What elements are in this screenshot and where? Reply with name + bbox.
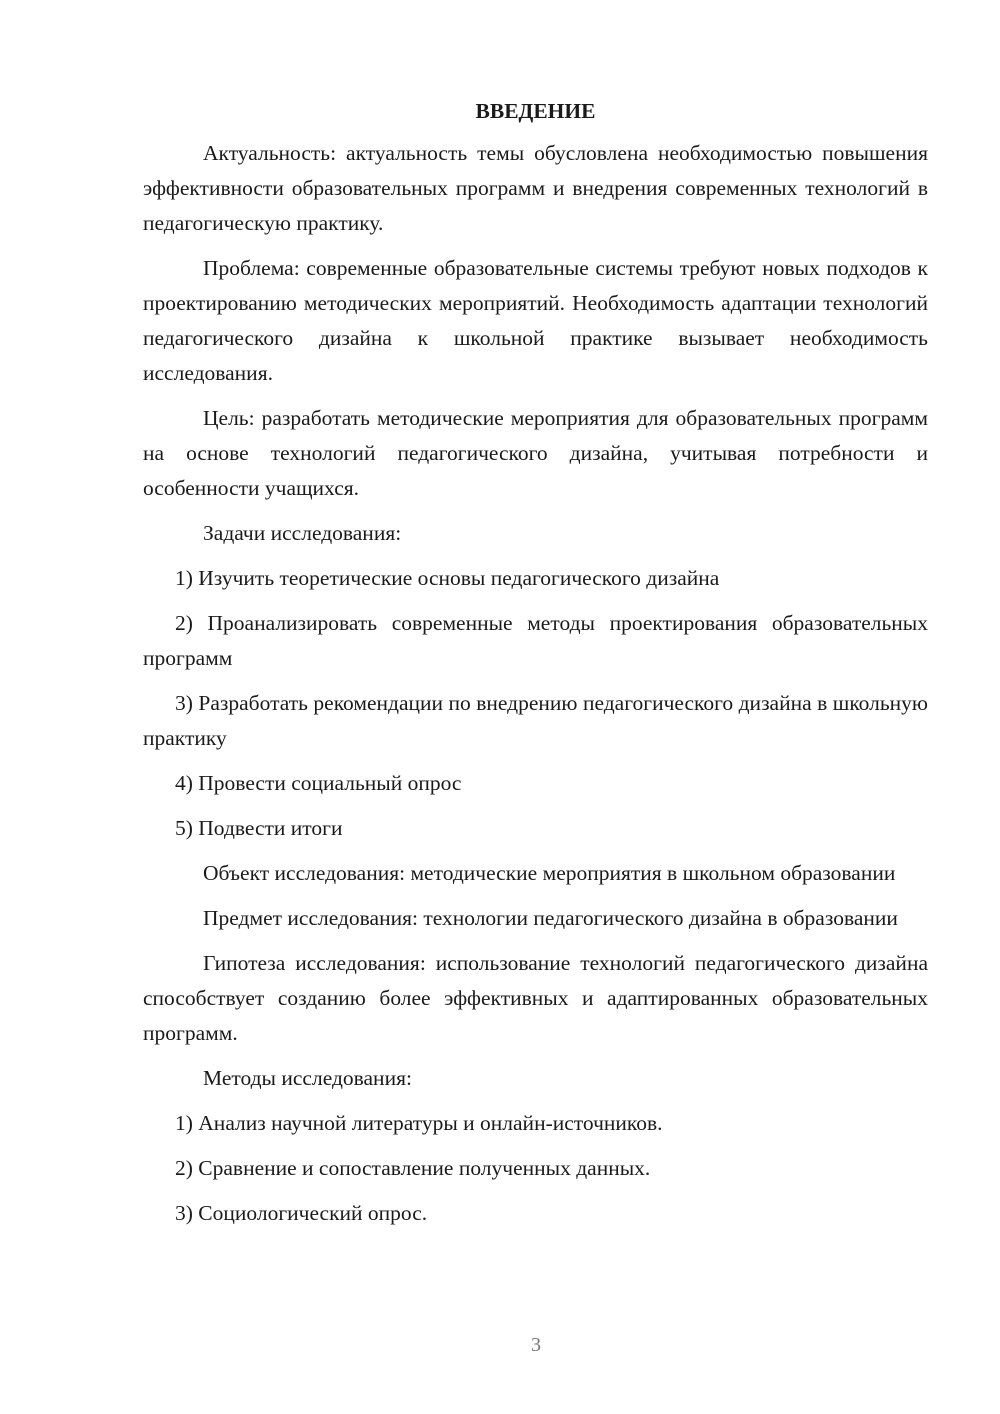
hypothesis-paragraph: Гипотеза исследования: использование технологий педагогического дизайна способствует созданию более эффективных и адаптированных образовательных программ. (143, 951, 928, 1045)
relevance-paragraph: Актуальность: актуальность темы обусловлена необходимостью повышения эффективности образовательных программ и внедрения современных технологий в педагогическую практику. (143, 141, 928, 235)
methods-heading: Методы исследования: (203, 1066, 412, 1090)
tasks-heading: Задачи исследования: (203, 521, 402, 545)
task-item-5: 5) Подвести итоги (175, 816, 343, 840)
method-item-1: 1) Анализ научной литературы и онлайн-источников. (175, 1111, 663, 1135)
task-item-1: 1) Изучить теоретические основы педагогического дизайна (175, 566, 720, 590)
page-title: ВВЕДЕНИЕ (475, 99, 596, 123)
object-paragraph: Объект исследования: методические мероприятия в школьном образовании (203, 861, 896, 885)
subject-paragraph: Предмет исследования: технологии педагогического дизайна в образовании (203, 906, 898, 930)
task-item-2: 2) Проанализировать современные методы проектирования образовательных программ (143, 611, 928, 670)
page-number: 3 (531, 1334, 541, 1356)
task-item-3: 3) Разработать рекомендации по внедрению педагогического дизайна в школьную практику (143, 691, 928, 750)
method-item-3: 3) Социологический опрос. (175, 1201, 428, 1225)
method-item-2: 2) Сравнение и сопоставление полученных данных. (175, 1156, 651, 1180)
problem-paragraph: Проблема: современные образовательные системы требуют новых подходов к проектированию методических мероприятий. Необходимость адаптации технологий педагогического дизайна к школьной практике вызывает необходимость исследования. (143, 256, 928, 385)
task-item-4: 4) Провести социальный опрос (175, 771, 462, 795)
goal-paragraph: Цель: разработать методические мероприятия для образовательных программ на основе технологий педагогического дизайна, учитывая потребности и особенности учащихся. (143, 406, 928, 500)
document-body (143, 96, 928, 1241)
